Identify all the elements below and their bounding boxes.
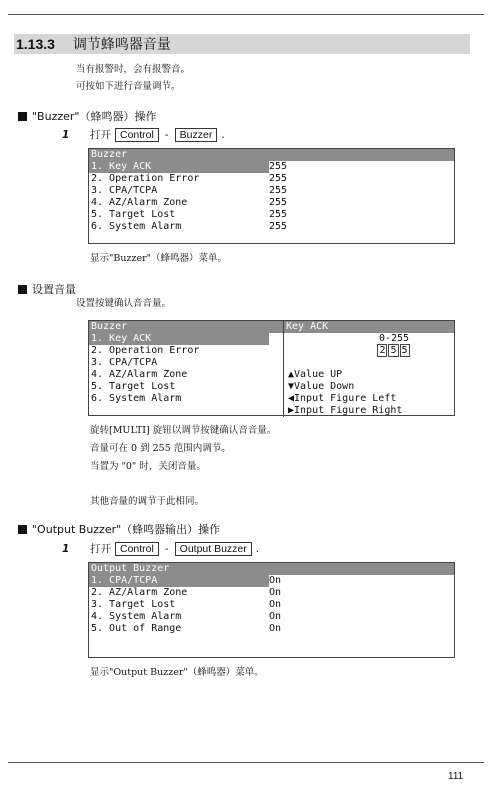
value-down-hint: ▼Value Down xyxy=(288,381,355,392)
menu-row-value: On xyxy=(269,575,282,586)
screen-title: Output Buzzer xyxy=(89,563,454,575)
menu-row-value: 255 xyxy=(269,161,288,172)
buzzer-heading-text: "Buzzer"（蜂鸣器）操作 xyxy=(32,110,157,123)
menu-row-label: 5. Target Lost xyxy=(91,381,176,392)
intro-line-1: 当有报警时，会有报警音。 xyxy=(76,64,191,75)
menu-row[interactable] xyxy=(89,369,283,381)
menu-row[interactable] xyxy=(89,575,454,587)
menu-row-value: 255 xyxy=(269,185,288,196)
digit-box[interactable]: 5 xyxy=(401,345,408,356)
menu-row-value: On xyxy=(269,611,282,622)
menu-row-label: 3. CPA/TCPA xyxy=(91,357,158,368)
menu-row-value: On xyxy=(269,623,282,634)
control-key[interactable]: Control xyxy=(115,542,159,556)
screen-title: Buzzer xyxy=(89,149,454,161)
key-ack-screen xyxy=(88,320,455,416)
menu-row[interactable] xyxy=(89,333,283,345)
square-bullet-icon xyxy=(18,525,27,534)
panel-spacer xyxy=(284,357,454,369)
menu-row-value: On xyxy=(269,599,282,610)
step-open-text: 打开 xyxy=(90,543,111,555)
menu-row[interactable] xyxy=(89,185,454,197)
page-number: 111 xyxy=(448,771,464,782)
output-buzzer-key[interactable]: Output Buzzer xyxy=(175,542,252,556)
section-title: 调节蜂鸣器音量 xyxy=(72,37,171,53)
menu-row-label: 1. Key ACK xyxy=(89,161,269,173)
volume-note-1: 旋转[MULTI] 旋钮以调节按键确认音音量。 xyxy=(90,425,277,436)
menu-row-label: 2. Operation Error xyxy=(91,173,200,184)
buzzer-heading xyxy=(18,108,156,124)
panel-title: Key ACK xyxy=(284,321,454,333)
volume-heading-text: 设置音量 xyxy=(32,283,76,296)
output-caption: 显示"Output Buzzer"（蜂鸣器）菜单。 xyxy=(90,667,264,678)
digit-box[interactable]: 2 xyxy=(379,345,386,356)
menu-row[interactable] xyxy=(89,197,454,209)
square-bullet-icon xyxy=(18,112,27,121)
buzzer-key[interactable]: Buzzer xyxy=(175,128,218,142)
output-heading xyxy=(18,521,220,537)
menu-row-value: 255 xyxy=(269,173,288,184)
screen-title: Buzzer xyxy=(89,321,283,333)
key-ack-panel xyxy=(284,321,454,417)
menu-row[interactable] xyxy=(89,345,283,357)
section-number: 1.13.3 xyxy=(16,36,55,52)
volume-heading xyxy=(18,281,76,297)
digit-input[interactable] xyxy=(284,345,454,357)
menu-row-label: 2. Operation Error xyxy=(91,345,200,356)
menu-row-label: 5. Target Lost xyxy=(91,209,176,220)
menu-row-empty xyxy=(89,405,283,417)
menu-row[interactable] xyxy=(89,209,454,221)
menu-row[interactable] xyxy=(89,587,454,599)
menu-row-label: 2. AZ/Alarm Zone xyxy=(91,587,188,598)
menu-row-value: 255 xyxy=(269,197,288,208)
buzzer-menu-screen xyxy=(88,148,455,244)
digit-box[interactable]: 5 xyxy=(390,345,397,356)
menu-row-label: 4. AZ/Alarm Zone xyxy=(91,197,188,208)
menu-row[interactable] xyxy=(89,623,454,635)
step-end: . xyxy=(255,542,260,555)
menu-row-label: 6. System Alarm xyxy=(91,393,182,404)
menu-row[interactable] xyxy=(89,221,454,233)
output-heading-text: "Output Buzzer"（蜂鸣器输出）操作 xyxy=(32,523,221,536)
section-header xyxy=(14,34,470,54)
control-key[interactable]: Control xyxy=(115,128,159,142)
buzzer-step xyxy=(62,127,225,142)
menu-row[interactable] xyxy=(89,161,454,173)
menu-row-label: 1. CPA/TCPA xyxy=(89,575,269,587)
menu-row-value: 255 xyxy=(269,209,288,220)
menu-row-label: 4. AZ/Alarm Zone xyxy=(91,369,188,380)
output-step xyxy=(62,541,259,556)
step-number: 1 xyxy=(62,128,70,141)
menu-row[interactable] xyxy=(89,599,454,611)
menu-row[interactable] xyxy=(89,357,283,369)
step-open-text: 打开 xyxy=(90,129,111,141)
buzzer-caption: 显示"Buzzer"（蜂鸣器）菜单。 xyxy=(90,253,228,264)
menu-row[interactable] xyxy=(89,611,454,623)
volume-other: 其他音量的调节于此相同。 xyxy=(90,496,205,507)
bottom-rule xyxy=(8,762,484,763)
input-right-hint: ▶Input Figure Right xyxy=(288,405,403,416)
volume-note-2: 音量可在 0 到 255 范围内调节。 xyxy=(90,443,231,454)
menu-row[interactable] xyxy=(89,381,283,393)
menu-row[interactable] xyxy=(89,393,283,405)
step-number: 1 xyxy=(62,542,70,555)
menu-row-value: On xyxy=(269,587,282,598)
menu-row-label: 5. Out of Range xyxy=(91,623,182,634)
input-left-hint: ◀Input Figure Left xyxy=(288,393,397,404)
step-end: . xyxy=(221,128,225,141)
value-up-hint: ▲Value UP xyxy=(288,369,343,380)
menu-row-label: 1. Key ACK xyxy=(89,333,269,345)
square-bullet-icon xyxy=(18,285,27,294)
menu-row[interactable] xyxy=(89,173,454,185)
menu-row-label: 6. System Alarm xyxy=(91,221,182,232)
intro-line-2: 可按如下进行音量调节。 xyxy=(76,81,181,92)
menu-row-label: 3. Target Lost xyxy=(91,599,176,610)
menu-row-label: 3. CPA/TCPA xyxy=(91,185,158,196)
volume-note-3: 当置为 "0" 时，关闭音量。 xyxy=(90,461,206,472)
menu-row-value: 255 xyxy=(269,221,288,232)
volume-desc: 设置按键确认音音量。 xyxy=(76,298,172,309)
menu-row-label: 4. System Alarm xyxy=(91,611,182,622)
output-buzzer-screen xyxy=(88,562,455,658)
range-text: 0-255 xyxy=(378,333,410,344)
separator: - xyxy=(164,542,169,555)
top-rule xyxy=(8,14,484,15)
separator: - xyxy=(164,128,169,141)
